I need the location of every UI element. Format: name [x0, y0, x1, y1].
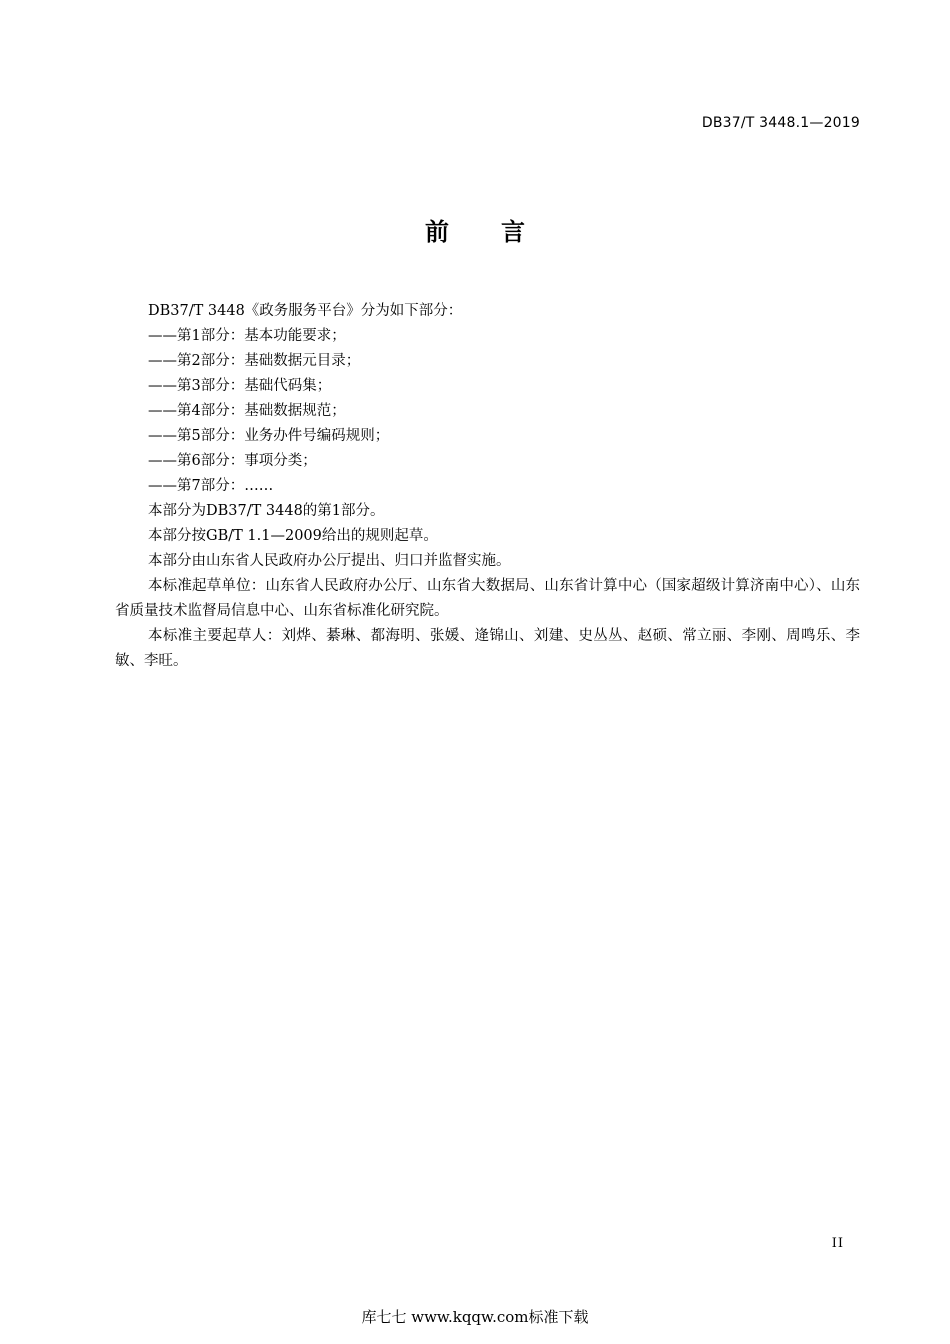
part-item: ——第1部分：基本功能要求； [148, 328, 346, 344]
foreword-intro: DB37/T 3448《政务服务平台》分为如下部分： [148, 303, 463, 319]
part-item: ——第7部分：…… [148, 478, 274, 494]
page-number: II [831, 1236, 844, 1251]
foreword-body [115, 299, 860, 674]
statement-part-of: 本部分为DB37/T 3448的第1部分。 [148, 503, 385, 519]
part-item: ——第5部分：业务办件号编码规则； [148, 428, 390, 444]
part-item: ——第2部分：基础数据元目录； [148, 353, 361, 369]
watermark: 库七七 www.kqqw.com标准下载 [361, 1308, 589, 1326]
statement-proposer: 本部分由山东省人民政府办公厅提出、归口并监督实施。 [148, 553, 511, 569]
title-char-1: 前 [425, 218, 449, 246]
part-item: ——第3部分：基础代码集； [148, 378, 332, 394]
document-code: DB37/T 3448.1—2019 [701, 115, 860, 131]
drafting-units: 本标准起草单位：山东省人民政府办公厅、山东省大数据局、山东省计算中心（国家超级计算济南中心）、山东省质量技术监督局信息中心、山东省标准化研究院。 [115, 578, 860, 619]
drafters: 本标准主要起草人：刘烨、綦琳、都海明、张媛、逄锦山、刘建、史丛丛、赵硕、常立丽、李刚、周鸣乐、李敏、李旺。 [115, 628, 860, 669]
part-item: ——第6部分：事项分类； [148, 453, 317, 469]
page-title [0, 212, 950, 247]
part-item: ——第4部分：基础数据规范； [148, 403, 346, 419]
title-char-2: 言 [501, 218, 525, 246]
statement-drafting-rules: 本部分按GB/T 1.1—2009给出的规则起草。 [148, 528, 438, 544]
